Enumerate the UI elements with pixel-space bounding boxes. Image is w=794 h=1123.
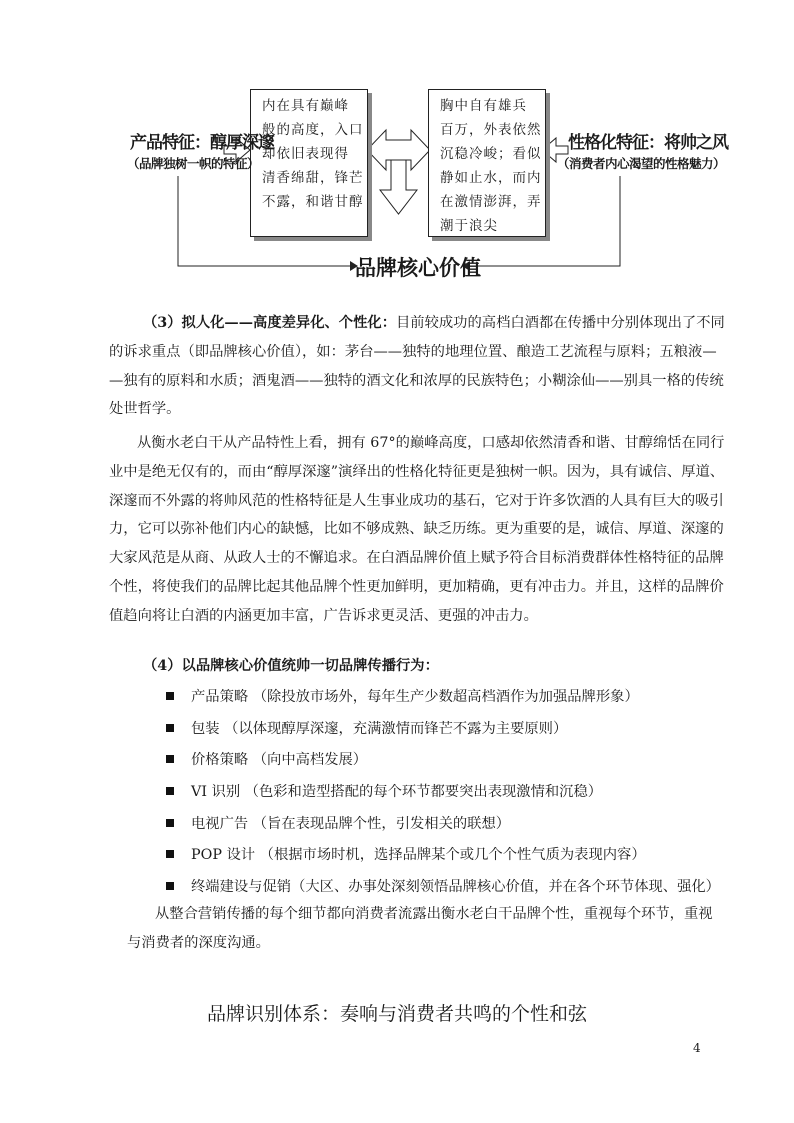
box-line: 内在具有巅峰: [262, 98, 349, 114]
paragraph-heading: （3）拟人化——高度差异化、个性化：: [143, 315, 396, 331]
bullet-square-icon: [166, 819, 174, 827]
paragraph-line: 的诉求重点（即品牌核心价值），如：茅台——独特的地理位置、酿造工艺流程与原料；五粮液—: [109, 343, 717, 360]
list-item-text: 包装 （以体现醇厚深邃，充满激情而锋芒不露为主要原则）: [191, 720, 568, 737]
paragraph-4: [109, 652, 701, 681]
core-value-label: 品牌核心价值: [355, 256, 481, 280]
paragraph-line: 个性，将使我们的品牌比起其他品牌个性更加鲜明，更加精确，更有冲击力。并且，这样的品牌价: [109, 578, 724, 595]
list-item-text: 产品策略 （除投放市场外，每年生产少数超高档酒作为加强品牌形象）: [191, 688, 639, 705]
personality-feature-sublabel: （消费者内心渴望的性格魅力）: [557, 156, 726, 171]
personality-feature-label: 性格化特征：将帅之风: [568, 133, 728, 153]
paragraph-3: [109, 309, 725, 424]
list-item: [166, 743, 720, 775]
box-line: 清香绵甜，锋芒: [262, 170, 364, 186]
box-line: 不露，和谐甘醇: [262, 194, 364, 210]
box-line: 胸中自有雄兵: [440, 98, 527, 114]
list-item-text: POP 设计 （根据市场时机，选择品牌某个或几个个性气质为表现内容）: [191, 847, 646, 864]
box-line: 百万，外表依然: [440, 122, 542, 138]
paragraph-line: [109, 309, 725, 338]
list-item: [166, 775, 720, 807]
list-item-text: VI 识别 （色彩和造型搭配的每个环节都要突出表现激情和沉稳）: [191, 783, 603, 800]
list-item: [166, 870, 720, 902]
bullet-square-icon: [166, 724, 174, 732]
list-item-text: 价格策略 （向中高档发展）: [191, 752, 368, 769]
list-item: [166, 838, 720, 870]
paragraph-line: 处世哲学。: [109, 401, 181, 418]
paragraph-line: 从整合营销传播的每个细节都向消费者流露出衡水老白干品牌个性，重视每个环节，重视: [155, 906, 713, 922]
product-feature-box: [250, 89, 368, 237]
box-line: 潮于浪尖: [440, 218, 498, 234]
box-line: 却依旧表现得: [262, 146, 349, 162]
box-line: 静如止水，而内: [440, 170, 542, 186]
paragraph-line: 力，它可以弥补他们内心的缺憾，比如不够成熟、缺乏历练。更为重要的是，诚信、厚道、深邃的: [109, 521, 724, 538]
bullet-square-icon: [166, 755, 174, 763]
product-feature-sublabel: （品牌独树一帜的特征）: [127, 156, 260, 171]
product-feature-label: 产品特征：醇厚深邃: [130, 133, 274, 153]
list-item: [166, 680, 720, 712]
list-item: [166, 807, 720, 839]
strategy-bullet-list: [166, 680, 720, 902]
personality-feature-box: [428, 89, 546, 237]
section-heading: 品牌识别体系：奏响与消费者共鸣的个性和弦: [206, 1003, 587, 1025]
box-line: 般的高度，入口: [262, 122, 364, 138]
paragraph-heading: （4）以品牌核心价值统帅一切品牌传播行为：: [143, 658, 439, 674]
list-item: [166, 712, 720, 744]
page-number: 4: [693, 1041, 701, 1055]
paragraph-line: 值趋向将让白酒的内涵更加丰富，广告诉求更灵活、更强的冲击力。: [109, 607, 538, 624]
paragraph-line: 深邃而不外露的将帅风范的性格特征是人生事业成功的基石，它对于许多饮酒的人具有巨大的吸引: [109, 492, 724, 509]
bullet-square-icon: [166, 850, 174, 858]
box-line: 沉稳冷峻；看似: [440, 146, 542, 162]
bullet-square-icon: [166, 692, 174, 700]
bullet-square-icon: [166, 787, 174, 795]
paragraph-line: 与消费者的深度沟通。: [127, 934, 270, 951]
closing-paragraph: [109, 900, 713, 958]
paragraph-line: 大家风范是从商、从政人士的不懈追求。在白酒品牌价值上赋予符合目标消费群体性格特征的品牌: [109, 550, 724, 567]
box-line: 在激情澎湃，弄: [440, 194, 542, 210]
paragraph-line: 从衡水老白干从产品特性上看，拥有 67°的巅峰高度，口感却依然清香和谐、甘醇绵恬在同行: [137, 435, 725, 451]
paragraph-line: —独有的原料和水质；酒鬼酒——独特的酒文化和浓厚的民族特色；小糊涂仙——别具一格的传统: [109, 372, 724, 389]
paragraph-line: 业中是绝无仅有的，而由“醇厚深邃”演绎出的性格化特征更是独树一帜。因为，具有诚信、厚道、: [109, 463, 725, 480]
bullet-square-icon: [166, 882, 174, 890]
paragraph-main: [109, 429, 725, 631]
paragraph-text: 目前较成功的高档白酒都在传播中分别体现出了不同: [396, 315, 725, 331]
list-item-text: 电视广告 （旨在表现品牌个性，引发相关的联想）: [191, 815, 511, 832]
list-item-text: 终端建设与促销（大区、办事处深刻领悟品牌核心价值，并在各个环节体现、强化）: [191, 878, 720, 895]
